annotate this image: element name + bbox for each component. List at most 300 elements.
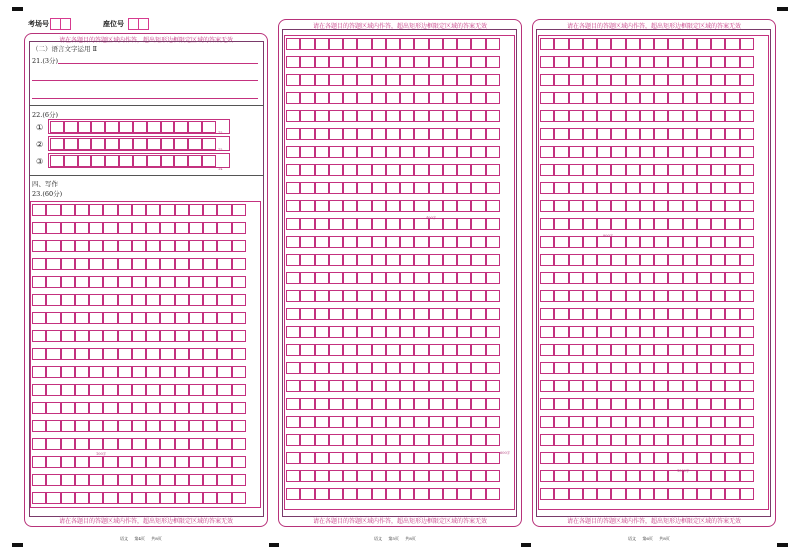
- answer-cell[interactable]: [697, 398, 711, 410]
- answer-cell[interactable]: [146, 474, 160, 486]
- answer-cell[interactable]: [300, 362, 314, 374]
- answer-cell[interactable]: [740, 434, 754, 446]
- answer-cell[interactable]: [189, 366, 203, 378]
- answer-cell[interactable]: [740, 380, 754, 392]
- answer-cell[interactable]: [50, 121, 64, 133]
- answer-cell[interactable]: [315, 236, 329, 248]
- answer-cell[interactable]: [147, 138, 161, 150]
- answer-cell[interactable]: [189, 240, 203, 252]
- answer-cell[interactable]: [343, 128, 357, 140]
- answer-cell[interactable]: [740, 182, 754, 194]
- answer-cell[interactable]: [32, 294, 46, 306]
- answer-cell[interactable]: [386, 146, 400, 158]
- answer-cell[interactable]: [372, 164, 386, 176]
- answer-cell[interactable]: [146, 330, 160, 342]
- answer-cell[interactable]: [597, 290, 611, 302]
- answer-cell[interactable]: [471, 200, 485, 212]
- answer-cell[interactable]: [626, 110, 640, 122]
- answer-cell[interactable]: [725, 344, 739, 356]
- answer-cell[interactable]: [443, 92, 457, 104]
- answer-cell[interactable]: [414, 236, 428, 248]
- answer-cell[interactable]: [132, 420, 146, 432]
- answer-cell[interactable]: [189, 474, 203, 486]
- answer-cell[interactable]: [554, 488, 568, 500]
- answer-cell[interactable]: [372, 218, 386, 230]
- answer-cell[interactable]: [554, 272, 568, 284]
- answer-cell[interactable]: [640, 362, 654, 374]
- answer-cell[interactable]: [540, 290, 554, 302]
- answer-cell[interactable]: [133, 121, 147, 133]
- answer-cell[interactable]: [329, 290, 343, 302]
- answer-cell[interactable]: [372, 74, 386, 86]
- answer-cell[interactable]: [654, 488, 668, 500]
- answer-cell[interactable]: [486, 488, 500, 500]
- answer-cell[interactable]: [203, 402, 217, 414]
- answer-cell[interactable]: [443, 326, 457, 338]
- answer-cell[interactable]: [697, 434, 711, 446]
- answer-cell[interactable]: [697, 92, 711, 104]
- answer-cell[interactable]: [597, 56, 611, 68]
- answer-cell[interactable]: [626, 272, 640, 284]
- answer-cell[interactable]: [203, 258, 217, 270]
- answer-cell[interactable]: [583, 452, 597, 464]
- answer-cell[interactable]: [50, 155, 64, 167]
- answer-cell[interactable]: [725, 272, 739, 284]
- answer-cell[interactable]: [471, 74, 485, 86]
- answer-cell[interactable]: [175, 366, 189, 378]
- answer-cell[interactable]: [357, 110, 371, 122]
- answer-cell[interactable]: [697, 38, 711, 50]
- answer-cell[interactable]: [161, 121, 175, 133]
- answer-cell[interactable]: [626, 182, 640, 194]
- answer-cell[interactable]: [414, 326, 428, 338]
- answer-cell[interactable]: [146, 312, 160, 324]
- answer-cell[interactable]: [103, 348, 117, 360]
- answer-cell[interactable]: [286, 218, 300, 230]
- answer-cell[interactable]: [160, 474, 174, 486]
- answer-cell[interactable]: [315, 56, 329, 68]
- answer-cell[interactable]: [569, 56, 583, 68]
- answer-cell[interactable]: [597, 416, 611, 428]
- answer-cell[interactable]: [203, 276, 217, 288]
- answer-cell[interactable]: [683, 164, 697, 176]
- answer-cell[interactable]: [683, 362, 697, 374]
- answer-cell[interactable]: [175, 222, 189, 234]
- answer-cell[interactable]: [372, 236, 386, 248]
- answer-cell[interactable]: [740, 164, 754, 176]
- answer-cell[interactable]: [75, 276, 89, 288]
- answer-cell[interactable]: [471, 146, 485, 158]
- answer-cell[interactable]: [32, 384, 46, 396]
- answer-cell[interactable]: [443, 344, 457, 356]
- answer-cell[interactable]: [711, 254, 725, 266]
- answer-cell[interactable]: [486, 254, 500, 266]
- answer-cell[interactable]: [654, 38, 668, 50]
- answer-cell[interactable]: [315, 488, 329, 500]
- answer-cell[interactable]: [668, 416, 682, 428]
- answer-cell[interactable]: [75, 366, 89, 378]
- answer-cell[interactable]: [300, 56, 314, 68]
- answer-cell[interactable]: [626, 290, 640, 302]
- answer-cell[interactable]: [118, 384, 132, 396]
- answer-cell[interactable]: [78, 121, 92, 133]
- answer-cell[interactable]: [611, 398, 625, 410]
- answer-cell[interactable]: [160, 438, 174, 450]
- answer-cell[interactable]: [740, 452, 754, 464]
- answer-cell[interactable]: [486, 110, 500, 122]
- answer-cell[interactable]: [357, 38, 371, 50]
- answer-cell[interactable]: [540, 218, 554, 230]
- answer-cell[interactable]: [343, 218, 357, 230]
- answer-cell[interactable]: [146, 222, 160, 234]
- answer-cell[interactable]: [740, 92, 754, 104]
- answer-cell[interactable]: [540, 452, 554, 464]
- answer-cell[interactable]: [640, 218, 654, 230]
- answer-cell[interactable]: [414, 182, 428, 194]
- answer-cell[interactable]: [329, 434, 343, 446]
- answer-cell[interactable]: [569, 38, 583, 50]
- answer-cell[interactable]: [443, 254, 457, 266]
- answer-cell[interactable]: [725, 416, 739, 428]
- answer-cell[interactable]: [315, 74, 329, 86]
- answer-cell[interactable]: [315, 92, 329, 104]
- answer-cell[interactable]: [611, 272, 625, 284]
- answer-cell[interactable]: [640, 470, 654, 482]
- answer-cell[interactable]: [300, 236, 314, 248]
- answer-cell[interactable]: [457, 218, 471, 230]
- answer-cell[interactable]: [443, 200, 457, 212]
- answer-cell[interactable]: [372, 128, 386, 140]
- answer-cell[interactable]: [740, 38, 754, 50]
- answer-cell[interactable]: [50, 138, 64, 150]
- answer-cell[interactable]: [683, 254, 697, 266]
- answer-cell[interactable]: [583, 308, 597, 320]
- answer-cell[interactable]: [725, 308, 739, 320]
- answer-cell[interactable]: [32, 438, 46, 450]
- answer-cell[interactable]: [203, 366, 217, 378]
- answer-cell[interactable]: [740, 308, 754, 320]
- answer-cell[interactable]: [89, 222, 103, 234]
- answer-cell[interactable]: [414, 362, 428, 374]
- answer-cell[interactable]: [46, 294, 60, 306]
- answer-cell[interactable]: [414, 254, 428, 266]
- answer-cell[interactable]: [443, 218, 457, 230]
- answer-cell[interactable]: [89, 384, 103, 396]
- answer-cell[interactable]: [343, 236, 357, 248]
- answer-cell[interactable]: [429, 146, 443, 158]
- answer-cell[interactable]: [443, 308, 457, 320]
- answer-cell[interactable]: [146, 366, 160, 378]
- answer-cell[interactable]: [174, 138, 188, 150]
- answer-cell[interactable]: [315, 110, 329, 122]
- answer-cell[interactable]: [400, 146, 414, 158]
- answer-cell[interactable]: [175, 474, 189, 486]
- answer-cell[interactable]: [386, 254, 400, 266]
- answer-cell[interactable]: [386, 56, 400, 68]
- answer-cell[interactable]: [189, 276, 203, 288]
- answer-cell[interactable]: [386, 218, 400, 230]
- answer-cell[interactable]: [414, 38, 428, 50]
- answer-cell[interactable]: [640, 200, 654, 212]
- answer-cell[interactable]: [357, 290, 371, 302]
- answer-cell[interactable]: [75, 420, 89, 432]
- answer-cell[interactable]: [103, 474, 117, 486]
- answer-cell[interactable]: [343, 200, 357, 212]
- answer-cell[interactable]: [583, 380, 597, 392]
- answer-cell[interactable]: [725, 146, 739, 158]
- answer-cell[interactable]: [471, 488, 485, 500]
- answer-cell[interactable]: [75, 348, 89, 360]
- answer-cell[interactable]: [740, 218, 754, 230]
- answer-cell[interactable]: [611, 56, 625, 68]
- answer-cell[interactable]: [217, 240, 231, 252]
- answer-cell[interactable]: [89, 474, 103, 486]
- answer-cell[interactable]: [32, 312, 46, 324]
- answer-cell[interactable]: [189, 492, 203, 504]
- answer-cell[interactable]: [203, 420, 217, 432]
- answer-cell[interactable]: [725, 290, 739, 302]
- answer-cell[interactable]: [683, 128, 697, 140]
- answer-cell[interactable]: [486, 452, 500, 464]
- answer-cell[interactable]: [414, 146, 428, 158]
- answer-cell[interactable]: [697, 56, 711, 68]
- answer-cell[interactable]: [286, 434, 300, 446]
- answer-cell[interactable]: [118, 312, 132, 324]
- answer-cell[interactable]: [217, 222, 231, 234]
- answer-cell[interactable]: [626, 146, 640, 158]
- answer-cell[interactable]: [46, 402, 60, 414]
- answer-cell[interactable]: [640, 110, 654, 122]
- answer-cell[interactable]: [300, 344, 314, 356]
- answer-cell[interactable]: [569, 488, 583, 500]
- answer-cell[interactable]: [626, 74, 640, 86]
- answer-cell[interactable]: [203, 474, 217, 486]
- answer-cell[interactable]: [61, 240, 75, 252]
- answer-cell[interactable]: [711, 488, 725, 500]
- answer-cell[interactable]: [668, 308, 682, 320]
- answer-cell[interactable]: [300, 110, 314, 122]
- answer-cell[interactable]: [300, 452, 314, 464]
- answer-cell[interactable]: [640, 416, 654, 428]
- answer-cell[interactable]: [89, 312, 103, 324]
- answer-cell[interactable]: [583, 146, 597, 158]
- answer-cell[interactable]: [146, 420, 160, 432]
- answer-cell[interactable]: [583, 56, 597, 68]
- answer-cell[interactable]: [386, 272, 400, 284]
- answer-cell[interactable]: [400, 362, 414, 374]
- answer-cell[interactable]: [486, 236, 500, 248]
- answer-cell[interactable]: [611, 416, 625, 428]
- answer-cell[interactable]: [654, 272, 668, 284]
- answer-cell[interactable]: [118, 420, 132, 432]
- answer-cell[interactable]: [711, 416, 725, 428]
- answer-cell[interactable]: [429, 254, 443, 266]
- answer-cell[interactable]: [75, 492, 89, 504]
- answer-cell[interactable]: [697, 236, 711, 248]
- answer-cell[interactable]: [175, 294, 189, 306]
- answer-cell[interactable]: [457, 488, 471, 500]
- answer-cell[interactable]: [202, 121, 216, 133]
- answer-cell[interactable]: [315, 272, 329, 284]
- answer-cell[interactable]: [640, 74, 654, 86]
- answer-cell[interactable]: [569, 362, 583, 374]
- answer-cell[interactable]: [372, 380, 386, 392]
- answer-cell[interactable]: [400, 92, 414, 104]
- answer-cell[interactable]: [597, 326, 611, 338]
- answer-cell[interactable]: [103, 384, 117, 396]
- answer-cell[interactable]: [654, 56, 668, 68]
- answer-cell[interactable]: [414, 290, 428, 302]
- answer-cell[interactable]: [583, 272, 597, 284]
- answer-cell[interactable]: [343, 326, 357, 338]
- answer-cell[interactable]: [132, 312, 146, 324]
- answer-cell[interactable]: [697, 200, 711, 212]
- answer-cell[interactable]: [697, 470, 711, 482]
- answer-cell[interactable]: [654, 254, 668, 266]
- answer-cell[interactable]: [400, 182, 414, 194]
- essay-grid-col-1[interactable]: [30, 201, 261, 508]
- answer-cell[interactable]: [217, 438, 231, 450]
- answer-cell[interactable]: [429, 164, 443, 176]
- answer-cell[interactable]: [457, 290, 471, 302]
- answer-cell[interactable]: [471, 290, 485, 302]
- answer-cell[interactable]: [443, 452, 457, 464]
- answer-cell[interactable]: [697, 110, 711, 122]
- answer-cell[interactable]: [668, 344, 682, 356]
- answer-cell[interactable]: [486, 182, 500, 194]
- answer-cell[interactable]: [189, 420, 203, 432]
- answer-cell[interactable]: [189, 312, 203, 324]
- answer-cell[interactable]: [343, 362, 357, 374]
- answer-cell[interactable]: [569, 218, 583, 230]
- answer-cell[interactable]: [118, 330, 132, 342]
- answer-cell[interactable]: [343, 164, 357, 176]
- answer-cell[interactable]: [540, 74, 554, 86]
- answer-cell[interactable]: [61, 294, 75, 306]
- answer-cell[interactable]: [132, 294, 146, 306]
- answer-cell[interactable]: [189, 348, 203, 360]
- answer-cell[interactable]: [357, 398, 371, 410]
- answer-cell[interactable]: [554, 164, 568, 176]
- answer-cell[interactable]: [725, 380, 739, 392]
- answer-cell[interactable]: [471, 182, 485, 194]
- answer-cell[interactable]: [554, 308, 568, 320]
- answer-cell[interactable]: [315, 38, 329, 50]
- answer-cell[interactable]: [626, 416, 640, 428]
- answer-cell[interactable]: [725, 326, 739, 338]
- answer-cell[interactable]: [740, 398, 754, 410]
- answer-cell[interactable]: [132, 384, 146, 396]
- answer-cell[interactable]: [583, 110, 597, 122]
- answer-cell[interactable]: [626, 236, 640, 248]
- answer-cell[interactable]: [471, 326, 485, 338]
- answer-cell[interactable]: [429, 416, 443, 428]
- answer-cell[interactable]: [400, 344, 414, 356]
- answer-cell[interactable]: [640, 398, 654, 410]
- answer-cell[interactable]: [486, 56, 500, 68]
- answer-cell[interactable]: [429, 470, 443, 482]
- answer-cell[interactable]: [457, 236, 471, 248]
- answer-cell[interactable]: [103, 420, 117, 432]
- answer-cell[interactable]: [343, 452, 357, 464]
- answer-cell[interactable]: [471, 38, 485, 50]
- answer-cell[interactable]: [89, 258, 103, 270]
- answer-cell[interactable]: [357, 164, 371, 176]
- answer-cell[interactable]: [32, 348, 46, 360]
- answer-cell[interactable]: [640, 290, 654, 302]
- answer-cell[interactable]: [118, 348, 132, 360]
- answer-cell[interactable]: [372, 488, 386, 500]
- answer-cell[interactable]: [697, 344, 711, 356]
- answer-cell[interactable]: [654, 326, 668, 338]
- answer-cell[interactable]: [569, 92, 583, 104]
- answer-cell[interactable]: [286, 146, 300, 158]
- answer-cell[interactable]: [372, 56, 386, 68]
- answer-cell[interactable]: [668, 290, 682, 302]
- answer-cell[interactable]: [232, 366, 246, 378]
- answer-cell[interactable]: [697, 146, 711, 158]
- answer-cell[interactable]: [217, 348, 231, 360]
- answer-cell[interactable]: [91, 121, 105, 133]
- answer-cell[interactable]: [132, 204, 146, 216]
- answer-cell[interactable]: [486, 38, 500, 50]
- answer-cell[interactable]: [357, 470, 371, 482]
- answer-cell[interactable]: [554, 182, 568, 194]
- answer-cell[interactable]: [372, 110, 386, 122]
- answer-cell[interactable]: [286, 182, 300, 194]
- answer-cell[interactable]: [683, 56, 697, 68]
- answer-cell[interactable]: [300, 128, 314, 140]
- answer-cell[interactable]: [357, 452, 371, 464]
- answer-cell[interactable]: [400, 74, 414, 86]
- answer-cell[interactable]: [626, 344, 640, 356]
- answer-cell[interactable]: [668, 110, 682, 122]
- answer-cell[interactable]: [569, 290, 583, 302]
- answer-cell[interactable]: [189, 330, 203, 342]
- answer-cell[interactable]: [132, 366, 146, 378]
- answer-cell[interactable]: [471, 470, 485, 482]
- answer-cell[interactable]: [400, 326, 414, 338]
- answer-cell[interactable]: [315, 434, 329, 446]
- answer-cell[interactable]: [697, 128, 711, 140]
- answer-cell[interactable]: [540, 326, 554, 338]
- answer-cell[interactable]: [189, 294, 203, 306]
- answer-cell[interactable]: [540, 200, 554, 212]
- answer-cell[interactable]: [725, 254, 739, 266]
- answer-cell[interactable]: [668, 164, 682, 176]
- answer-cell[interactable]: [697, 272, 711, 284]
- answer-cell[interactable]: [175, 348, 189, 360]
- answer-cell[interactable]: [46, 258, 60, 270]
- answer-cell[interactable]: [457, 128, 471, 140]
- answer-cell[interactable]: [286, 452, 300, 464]
- answer-cell[interactable]: [414, 380, 428, 392]
- answer-cell[interactable]: [486, 380, 500, 392]
- answer-cell[interactable]: [668, 218, 682, 230]
- answer-cell[interactable]: [654, 146, 668, 158]
- answer-cell[interactable]: [414, 416, 428, 428]
- answer-cell[interactable]: [175, 384, 189, 396]
- answer-cell[interactable]: [329, 308, 343, 320]
- answer-cell[interactable]: [343, 416, 357, 428]
- answer-cell[interactable]: [160, 240, 174, 252]
- answer-cell[interactable]: [89, 276, 103, 288]
- answer-cell[interactable]: [429, 326, 443, 338]
- answer-cell[interactable]: [654, 236, 668, 248]
- answer-cell[interactable]: [91, 155, 105, 167]
- answer-cell[interactable]: [286, 128, 300, 140]
- answer-cell[interactable]: [457, 38, 471, 50]
